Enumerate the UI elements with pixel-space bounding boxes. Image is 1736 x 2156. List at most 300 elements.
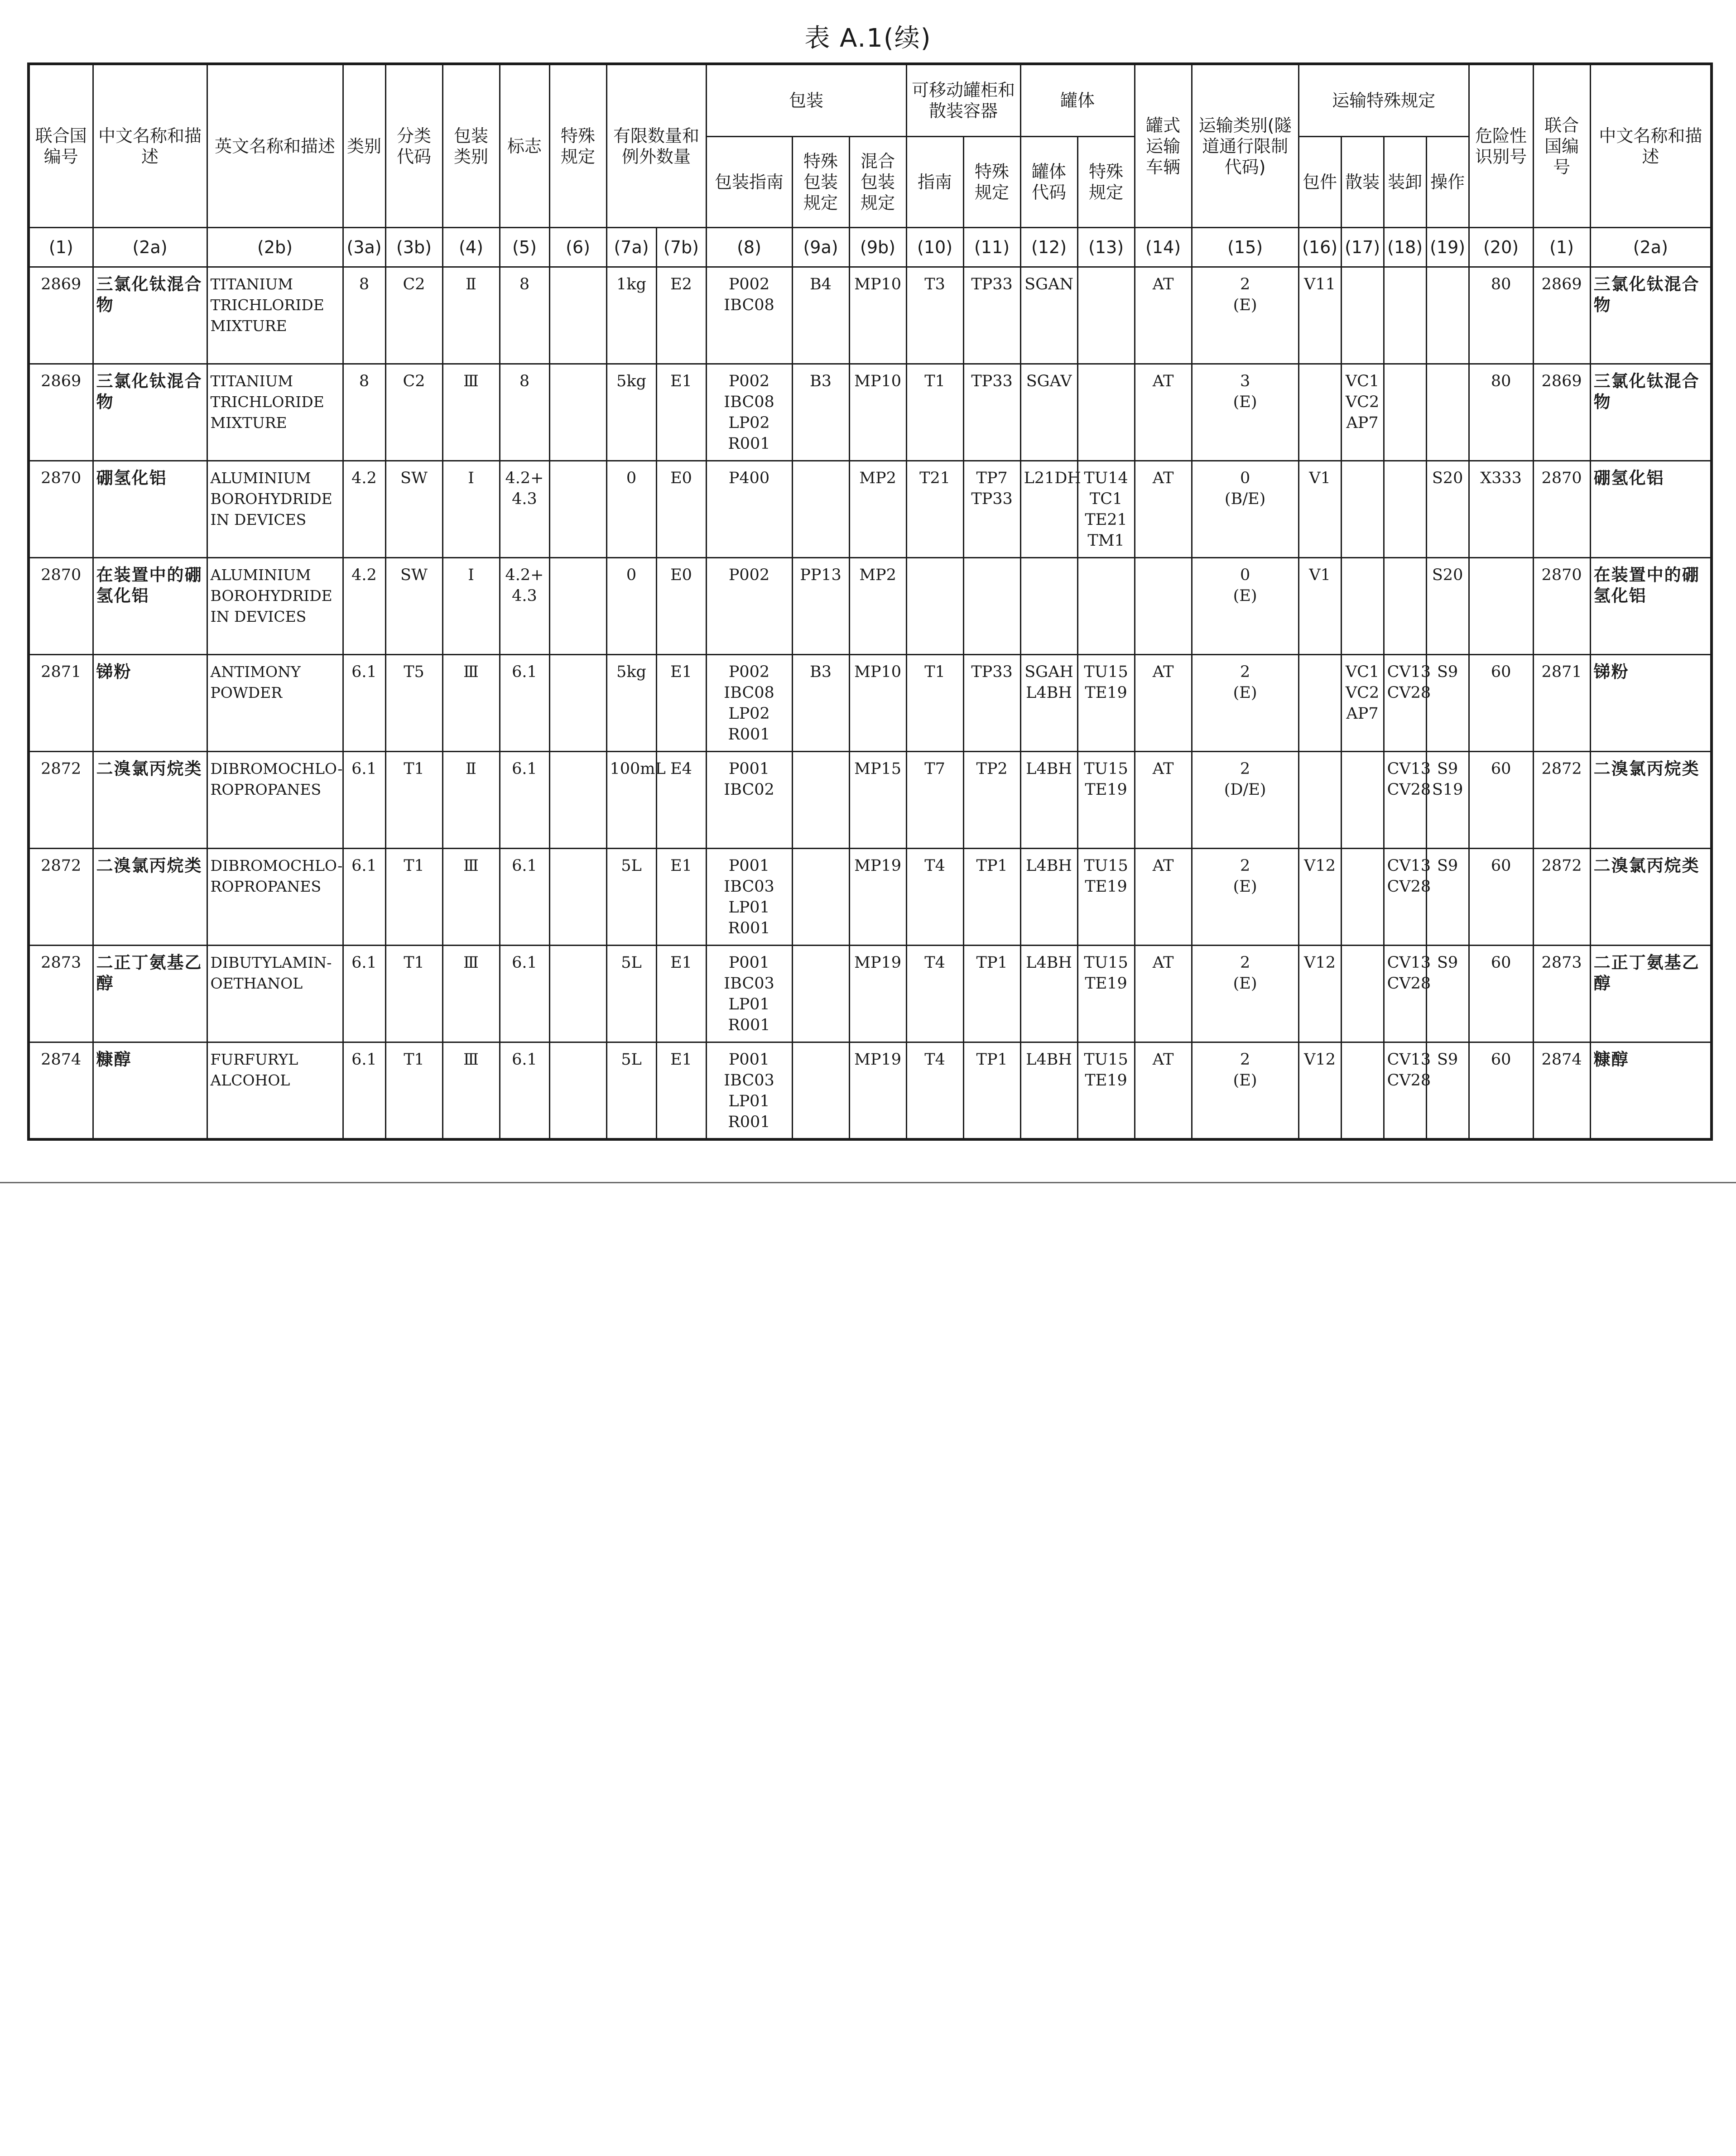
column-number: (1)	[29, 228, 93, 267]
cell-c9b: MP2	[849, 461, 906, 558]
cell-en-name: TITANIUM TRICHLORIDE MIXTURE	[207, 267, 343, 364]
cell-c18: CV13 CV28	[1384, 849, 1426, 946]
cell-c8: P002 IBC08	[706, 267, 792, 364]
header-class-code: 分类代码	[385, 64, 442, 228]
cell-c15: 2 (E)	[1192, 1042, 1298, 1139]
cell-c8: P001 IBC02	[706, 752, 792, 849]
cell-en-name: DIBROMOCHLO- ROPROPANES	[207, 752, 343, 849]
table-row	[29, 558, 1712, 655]
cell-c12: L4BH	[1020, 849, 1077, 946]
cell-c10: T3	[906, 267, 963, 364]
cell-c7b: E1	[656, 364, 706, 461]
cell-c4: Ⅱ	[442, 267, 500, 364]
cell-c18: CV13 CV28	[1384, 946, 1426, 1042]
cell-c12: SGAH L4BH	[1020, 655, 1077, 752]
cell-c18	[1384, 364, 1426, 461]
cell-c9b: MP2	[849, 558, 906, 655]
cell-c9b: MP10	[849, 267, 906, 364]
cell-cn-name: 二正丁氨基乙醇	[93, 946, 207, 1042]
cell-c5: 6.1	[500, 752, 549, 849]
cell-c6	[549, 461, 606, 558]
cell-c7a: 5kg	[606, 655, 656, 752]
cell-c8: P002 IBC08 LP02 R001	[706, 364, 792, 461]
cell-un-no-right: 2871	[1533, 655, 1590, 752]
cell-en-name: FURFURYL ALCOHOL	[207, 1042, 343, 1139]
cell-c16	[1298, 752, 1341, 849]
column-number: (6)	[549, 228, 606, 267]
column-number: (7b)	[656, 228, 706, 267]
header-un-no-right: 联合国编号	[1533, 64, 1590, 228]
cell-cn-name-right: 糠醇	[1590, 1042, 1712, 1139]
header-cn-name: 中文名称和描述	[93, 64, 207, 228]
header-ts-package: 包件	[1298, 137, 1341, 228]
column-number: (1)	[1533, 228, 1590, 267]
cell-c17	[1341, 752, 1384, 849]
column-number: (3a)	[343, 228, 385, 267]
cell-c9b: MP10	[849, 364, 906, 461]
header-special: 特殊规定	[549, 64, 606, 228]
cell-c7b: E4	[656, 752, 706, 849]
cell-c9a: B3	[792, 364, 849, 461]
cell-c6	[549, 946, 606, 1042]
cell-c5: 4.2+ 4.3	[500, 461, 549, 558]
cell-c9a	[792, 849, 849, 946]
cell-c14: AT	[1135, 849, 1192, 946]
cell-c9a	[792, 461, 849, 558]
cell-c15: 0 (B/E)	[1192, 461, 1298, 558]
header-mixed-pack: 混合包装规定	[849, 137, 906, 228]
cell-c14: AT	[1135, 1042, 1192, 1139]
column-number: (2b)	[207, 228, 343, 267]
cell-c14: AT	[1135, 364, 1192, 461]
cell-un-no: 2870	[29, 558, 93, 655]
cell-c11: TP2	[963, 752, 1020, 849]
header-packaging: 包装	[706, 64, 906, 137]
cell-c7b: E0	[656, 558, 706, 655]
cell-c13	[1077, 267, 1135, 364]
column-number: (11)	[963, 228, 1020, 267]
column-number: (2a)	[93, 228, 207, 267]
cell-c12: L4BH	[1020, 1042, 1077, 1139]
cell-c10: T1	[906, 364, 963, 461]
column-number: (9b)	[849, 228, 906, 267]
cell-c17: VC1 VC2 AP7	[1341, 655, 1384, 752]
page-title: 表 A.1(续)	[804, 24, 932, 53]
cell-c15: 2 (E)	[1192, 946, 1298, 1042]
cell-c3b: SW	[385, 461, 442, 558]
cell-en-name: DIBUTYLAMIN- OETHANOL	[207, 946, 343, 1042]
cell-c10: T4	[906, 1042, 963, 1139]
cell-c9a: B4	[792, 267, 849, 364]
column-number: (4)	[442, 228, 500, 267]
cell-un-no-right: 2869	[1533, 364, 1590, 461]
header-tank-special: 特殊规定	[1077, 137, 1135, 228]
header-tank: 罐体	[1020, 64, 1135, 137]
cell-c9b: MP19	[849, 849, 906, 946]
cell-c10: T1	[906, 655, 963, 752]
cell-c6	[549, 1042, 606, 1139]
column-number: (10)	[906, 228, 963, 267]
cell-c11: TP33	[963, 655, 1020, 752]
table-row	[29, 1042, 1712, 1139]
cell-c9b: MP15	[849, 752, 906, 849]
cell-c7a: 0	[606, 558, 656, 655]
cell-c4: Ⅲ	[442, 946, 500, 1042]
cell-c17	[1341, 849, 1384, 946]
header-ts-bulk: 散装	[1341, 137, 1384, 228]
cell-c17	[1341, 946, 1384, 1042]
cell-c13	[1077, 558, 1135, 655]
cell-un-no: 2871	[29, 655, 93, 752]
cell-cn-name-right: 二溴氯丙烷类	[1590, 752, 1712, 849]
cell-c9b: MP19	[849, 1042, 906, 1139]
cell-c13: TU15 TE19	[1077, 946, 1135, 1042]
cell-un-no: 2874	[29, 1042, 93, 1139]
cell-c4: Ⅰ	[442, 461, 500, 558]
column-number: (16)	[1298, 228, 1341, 267]
cell-c3a: 6.1	[343, 752, 385, 849]
cell-un-no: 2872	[29, 752, 93, 849]
cell-c17	[1341, 461, 1384, 558]
table-row	[29, 849, 1712, 946]
cell-c15: 2 (E)	[1192, 267, 1298, 364]
column-number: (17)	[1341, 228, 1384, 267]
cell-c17: VC1 VC2 AP7	[1341, 364, 1384, 461]
table-row	[29, 364, 1712, 461]
cell-cn-name-right: 二正丁氨基乙醇	[1590, 946, 1712, 1042]
cell-c13: TU15 TE19	[1077, 849, 1135, 946]
cell-c20: X333	[1469, 461, 1533, 558]
column-number: (2a)	[1590, 228, 1712, 267]
cell-cn-name: 在装置中的硼氢化铝	[93, 558, 207, 655]
cell-c19: S9 S19	[1426, 752, 1469, 849]
cell-c9a	[792, 946, 849, 1042]
cell-c19: S20	[1426, 558, 1469, 655]
cell-c3b: T1	[385, 752, 442, 849]
table-body	[29, 267, 1712, 1139]
column-number: (9a)	[792, 228, 849, 267]
cell-c8: P400	[706, 461, 792, 558]
cell-c18: CV13 CV28	[1384, 752, 1426, 849]
cell-en-name: DIBROMOCHLO- ROPROPANES	[207, 849, 343, 946]
table-container	[27, 62, 1711, 1141]
cell-c6	[549, 655, 606, 752]
cell-c9a	[792, 752, 849, 849]
cell-c19: S9	[1426, 849, 1469, 946]
cell-c3a: 8	[343, 267, 385, 364]
cell-un-no: 2869	[29, 364, 93, 461]
cell-c14: AT	[1135, 267, 1192, 364]
cell-c7b: E1	[656, 946, 706, 1042]
cell-en-name: TITANIUM TRICHLORIDE MIXTURE	[207, 364, 343, 461]
cell-c4: Ⅱ	[442, 752, 500, 849]
cell-c15: 0 (E)	[1192, 558, 1298, 655]
cell-c3b: C2	[385, 364, 442, 461]
cell-c7a: 1kg	[606, 267, 656, 364]
cell-c15: 3 (E)	[1192, 364, 1298, 461]
cell-cn-name-right: 三氯化钛混合物	[1590, 364, 1712, 461]
cell-c14	[1135, 558, 1192, 655]
cell-un-no: 2873	[29, 946, 93, 1042]
cell-c3b: T1	[385, 946, 442, 1042]
table-row	[29, 267, 1712, 364]
cell-c15: 2 (E)	[1192, 849, 1298, 946]
cell-c8: P002	[706, 558, 792, 655]
cell-c3a: 4.2	[343, 461, 385, 558]
cell-un-no: 2869	[29, 267, 93, 364]
header-transport-cat: 运输类别(隧道通行限制代码)	[1192, 64, 1298, 228]
cell-c9b: MP10	[849, 655, 906, 752]
cell-c19: S9	[1426, 946, 1469, 1042]
cell-c3b: T5	[385, 655, 442, 752]
cell-c5: 6.1	[500, 1042, 549, 1139]
cell-c7b: E1	[656, 1042, 706, 1139]
cell-c13: TU15 TE19	[1077, 655, 1135, 752]
column-number: (18)	[1384, 228, 1426, 267]
cell-c6	[549, 849, 606, 946]
table-row	[29, 461, 1712, 558]
cell-c20: 60	[1469, 946, 1533, 1042]
cell-c4: Ⅲ	[442, 1042, 500, 1139]
cell-c20: 60	[1469, 655, 1533, 752]
table-row	[29, 752, 1712, 849]
cell-cn-name: 三氯化钛混合物	[93, 364, 207, 461]
column-number: (13)	[1077, 228, 1135, 267]
cell-c7a: 100mL	[606, 752, 656, 849]
header-label: 标志	[500, 64, 549, 228]
cell-en-name: ALUMINIUM BOROHYDRIDE IN DEVICES	[207, 558, 343, 655]
cell-cn-name: 糠醇	[93, 1042, 207, 1139]
cell-c10: T7	[906, 752, 963, 849]
cell-c20: 60	[1469, 1042, 1533, 1139]
table-row	[29, 655, 1712, 752]
cell-c20: 60	[1469, 752, 1533, 849]
cell-c16: V11	[1298, 267, 1341, 364]
cell-c14: AT	[1135, 461, 1192, 558]
cell-c3a: 6.1	[343, 849, 385, 946]
header-en-name: 英文名称和描述	[207, 64, 343, 228]
cell-cn-name: 三氯化钛混合物	[93, 267, 207, 364]
header-ts-operation: 操作	[1426, 137, 1469, 228]
cell-cn-name-right: 锑粉	[1590, 655, 1712, 752]
cell-c16	[1298, 655, 1341, 752]
cell-c19: S9	[1426, 1042, 1469, 1139]
cell-c5: 6.1	[500, 946, 549, 1042]
cell-c5: 6.1	[500, 655, 549, 752]
header-tank-vehicle: 罐式运输车辆	[1135, 64, 1192, 228]
cell-c9a	[792, 1042, 849, 1139]
cell-c13	[1077, 364, 1135, 461]
cell-c3b: T1	[385, 1042, 442, 1139]
column-number: (3b)	[385, 228, 442, 267]
cell-c15: 2 (D/E)	[1192, 752, 1298, 849]
cell-c16: V1	[1298, 558, 1341, 655]
cell-c3a: 4.2	[343, 558, 385, 655]
column-number-row	[29, 228, 1712, 267]
cell-un-no: 2872	[29, 849, 93, 946]
cell-en-name: ANTIMONY POWDER	[207, 655, 343, 752]
cell-c13: TU14 TC1 TE21 TM1	[1077, 461, 1135, 558]
cell-cn-name-right: 二溴氯丙烷类	[1590, 849, 1712, 946]
cell-c20: 60	[1469, 849, 1533, 946]
header-pack-group: 包装类别	[442, 64, 500, 228]
cell-c18: CV13 CV28	[1384, 655, 1426, 752]
cell-c8: P001 IBC03 LP01 R001	[706, 849, 792, 946]
cell-c12	[1020, 558, 1077, 655]
cell-un-no-right: 2874	[1533, 1042, 1590, 1139]
cell-c12: SGAN	[1020, 267, 1077, 364]
cell-c8: P002 IBC08 LP02 R001	[706, 655, 792, 752]
cell-c12: SGAV	[1020, 364, 1077, 461]
cell-un-no-right: 2870	[1533, 461, 1590, 558]
cell-c14: AT	[1135, 655, 1192, 752]
column-number: (7a)	[606, 228, 656, 267]
header-row-1	[29, 64, 1712, 137]
cell-c17	[1341, 267, 1384, 364]
header-pt-special: 特殊规定	[963, 137, 1020, 228]
cell-c8: P001 IBC03 LP01 R001	[706, 1042, 792, 1139]
cell-c18	[1384, 558, 1426, 655]
cell-c4: Ⅲ	[442, 364, 500, 461]
cell-c3b: C2	[385, 267, 442, 364]
cell-c7a: 5L	[606, 1042, 656, 1139]
cell-c16: V1	[1298, 461, 1341, 558]
cell-en-name: ALUMINIUM BOROHYDRIDE IN DEVICES	[207, 461, 343, 558]
cell-c16: V12	[1298, 849, 1341, 946]
cell-c14: AT	[1135, 946, 1192, 1042]
cell-c18	[1384, 461, 1426, 558]
cell-cn-name-right: 三氯化钛混合物	[1590, 267, 1712, 364]
cell-c17	[1341, 1042, 1384, 1139]
cell-c7b: E1	[656, 655, 706, 752]
cell-c5: 6.1	[500, 849, 549, 946]
cell-c16: V12	[1298, 1042, 1341, 1139]
cell-c20: 80	[1469, 267, 1533, 364]
cell-c3a: 6.1	[343, 1042, 385, 1139]
cell-c11: TP33	[963, 364, 1020, 461]
header-transport-special: 运输特殊规定	[1298, 64, 1469, 137]
cell-c6	[549, 364, 606, 461]
cell-c7a: 0	[606, 461, 656, 558]
cell-c20	[1469, 558, 1533, 655]
cell-c10	[906, 558, 963, 655]
cell-c4: Ⅲ	[442, 655, 500, 752]
cell-cn-name: 二溴氯丙烷类	[93, 849, 207, 946]
cell-c4: Ⅰ	[442, 558, 500, 655]
column-number: (8)	[706, 228, 792, 267]
cell-c19: S20	[1426, 461, 1469, 558]
cell-c10: T4	[906, 849, 963, 946]
cell-c11: TP33	[963, 267, 1020, 364]
cell-cn-name-right: 在装置中的硼氢化铝	[1590, 558, 1712, 655]
header-cn-name-right: 中文名称和描述	[1590, 64, 1712, 228]
header-pack-instr: 包装指南	[706, 137, 792, 228]
cell-c16: V12	[1298, 946, 1341, 1042]
header-hazard-id: 危险性识别号	[1469, 64, 1533, 228]
cell-c12: L21DH	[1020, 461, 1077, 558]
cell-c11: TP1	[963, 1042, 1020, 1139]
cell-c11: TP1	[963, 946, 1020, 1042]
column-number: (19)	[1426, 228, 1469, 267]
cell-c20: 80	[1469, 364, 1533, 461]
cell-c19: S9	[1426, 655, 1469, 752]
column-number: (5)	[500, 228, 549, 267]
column-number: (12)	[1020, 228, 1077, 267]
cell-c17	[1341, 558, 1384, 655]
cell-c19	[1426, 364, 1469, 461]
cell-c6	[549, 752, 606, 849]
cell-cn-name: 硼氢化铝	[93, 461, 207, 558]
cell-c5: 8	[500, 267, 549, 364]
cell-c4: Ⅲ	[442, 849, 500, 946]
header-class: 类别	[343, 64, 385, 228]
cell-c6	[549, 267, 606, 364]
header-limited-qty: 有限数量和例外数量	[606, 64, 706, 228]
cell-c3b: SW	[385, 558, 442, 655]
cell-c16	[1298, 364, 1341, 461]
cell-cn-name-right: 硼氢化铝	[1590, 461, 1712, 558]
header-pt-instr: 指南	[906, 137, 963, 228]
cell-c7b: E2	[656, 267, 706, 364]
cell-c3b: T1	[385, 849, 442, 946]
cell-c10: T4	[906, 946, 963, 1042]
table-header	[29, 64, 1712, 267]
cell-c9a: B3	[792, 655, 849, 752]
cell-c3a: 6.1	[343, 655, 385, 752]
table-row	[29, 946, 1712, 1042]
cell-c6	[549, 558, 606, 655]
cell-c3a: 6.1	[343, 946, 385, 1042]
column-number: (20)	[1469, 228, 1533, 267]
header-special-pack: 特殊包装规定	[792, 137, 849, 228]
header-ts-loading: 装卸	[1384, 137, 1426, 228]
cell-c7a: 5L	[606, 849, 656, 946]
cell-c5: 8	[500, 364, 549, 461]
cell-c10: T21	[906, 461, 963, 558]
cell-cn-name: 二溴氯丙烷类	[93, 752, 207, 849]
cell-un-no: 2870	[29, 461, 93, 558]
dangerous-goods-table	[27, 62, 1713, 1141]
cell-c13: TU15 TE19	[1077, 1042, 1135, 1139]
cell-c8: P001 IBC03 LP01 R001	[706, 946, 792, 1042]
cell-c18: CV13 CV28	[1384, 1042, 1426, 1139]
cell-c18	[1384, 267, 1426, 364]
cell-c15: 2 (E)	[1192, 655, 1298, 752]
cell-c3a: 8	[343, 364, 385, 461]
cell-un-no-right: 2872	[1533, 849, 1590, 946]
cell-c14: AT	[1135, 752, 1192, 849]
cell-c13: TU15 TE19	[1077, 752, 1135, 849]
cell-un-no-right: 2873	[1533, 946, 1590, 1042]
header-tank-code: 罐体代码	[1020, 137, 1077, 228]
cell-un-no-right: 2872	[1533, 752, 1590, 849]
cell-c7a: 5kg	[606, 364, 656, 461]
cell-c9a: PP13	[792, 558, 849, 655]
column-number: (14)	[1135, 228, 1192, 267]
cell-un-no-right: 2870	[1533, 558, 1590, 655]
cell-cn-name: 锑粉	[93, 655, 207, 752]
cell-c19	[1426, 267, 1469, 364]
cell-c5: 4.2+ 4.3	[500, 558, 549, 655]
cell-c9b: MP19	[849, 946, 906, 1042]
cell-c11: TP1	[963, 849, 1020, 946]
cell-c12: L4BH	[1020, 752, 1077, 849]
page-divider	[0, 1182, 1736, 1183]
header-portable-tank: 可移动罐柜和散装容器	[906, 64, 1020, 137]
header-un-no: 联合国编号	[29, 64, 93, 228]
cell-c11: TP7 TP33	[963, 461, 1020, 558]
cell-c7a: 5L	[606, 946, 656, 1042]
